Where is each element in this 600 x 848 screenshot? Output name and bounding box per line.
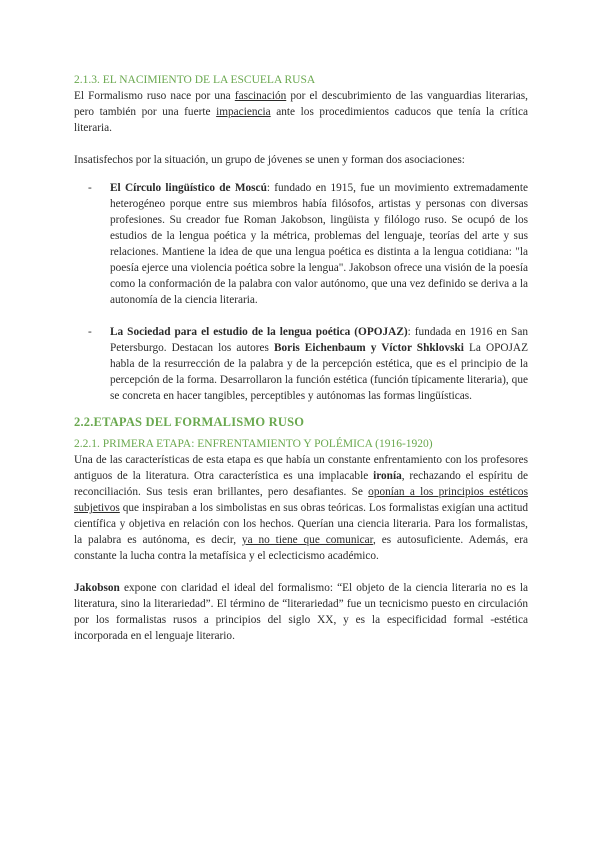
list-item-circulo-moscu: - El Círculo lingüístico de Moscú: fundado en 1915, fue un movimiento extremadamente heterogéneo porque entre sus miembros había filósofos, artistas y personas con diversas profesiones. Su creador fue Roman Jakobson, lingüista y filólogo ruso. Se ocupó de los estudios de la lengua poética y la métrica, problemas del lenguaje, teorías del arte y sus relaciones. Mantiene la idea de que una lengua poética es distinta a la lengua cotidiana: "la poesía ejerce una violencia poética sobre la lengua". Jakobson ofrece una visión de la poesía como la conformación de la palabra con valor autónomo, que una vez definido se deriva a la autonomía de la ciencia literaria. [88,182,528,306]
associations-list [74,180,528,404]
paragraph-origin: El Formalismo ruso nace por una fascinación por el descubrimiento de las vanguardias literarias, pero también por una fuerte impaciencia ante los procedimientos caducos que tenía la crítica literaria. [74,90,528,134]
underlined-oponian: oponían a los principios estéticos subjetivos [74,486,528,514]
bold-jakobson: Jakobson [74,582,120,594]
document-page [74,72,528,644]
paragraph-jakobson: Jakobson expone con claridad el ideal del formalismo: “El objeto de la ciencia literaria no es la literatura, sino la literariedad”. El término de “literariedad” fue un tecnicismo puesto en circulación por los formalistas rusos a principios del siglo XX, y es la especificidad formal -estética incorporada en el lenguaje literario. [74,582,528,642]
underlined-fascinacion: fascinación [234,90,287,102]
bold-ironia: ironía [373,470,402,482]
underlined-no-comunicar: ya no tiene que comunicar [241,534,373,546]
bullet-dash: - [88,326,92,338]
paragraph-associations-intro: Insatisfechos por la situación, un grupo de jóvenes se unen y forman dos asociaciones: [74,154,465,166]
section-heading-2-2-1: 2.2.1. PRIMERA ETAPA: ENFRENTAMIENTO Y POLÉMICA (1916-1920) [74,438,433,450]
paragraph-first-stage: Una de las características de esta etapa es que había un constante enfrentamiento con los profesores antiguos de la literatura. Otra característica es una implacable ironía, rechazando el espíritu de reconciliación. Sus tesis eran brillantes, pero desafiantes. Se oponían a los principios estéticos subjetivos que inspiraban a los simbolistas en sus obras teóricas. Los formalistas exigían una actitud científica y objetiva en relación con los hechos. Querían una ciencia literaria. Para los formalistas, la palabra es autónoma, es decir, ya no tiene que comunicar, es autosuficiente. Además, era constante la lucha contra la metafísica y el eclecticismo académico. [74,454,528,562]
bullet-dash: - [88,182,92,194]
section-heading-2-2: 2.2.ETAPAS DEL FORMALISMO RUSO [74,415,305,429]
underlined-impaciencia: impaciencia [216,106,271,118]
section-heading-2-1-3: 2.1.3. EL NACIMIENTO DE LA ESCUELA RUSA [74,74,316,86]
list-item-opojaz: - La Sociedad para el estudio de la lengua poética (OPOJAZ): fundada en 1916 en San Petersburgo. Destacan los autores Boris Eichenbaum y Víctor Shklovski La OPOJAZ habla de la resurrección de la palabra y de la percepción estética, que es el principio de la percepción de la forma. Desarrollaron la función estética (función típicamente literaria), que se concreta en hacer tangibles, perceptibles y autónomas las formas lingüísticas. [88,326,528,402]
